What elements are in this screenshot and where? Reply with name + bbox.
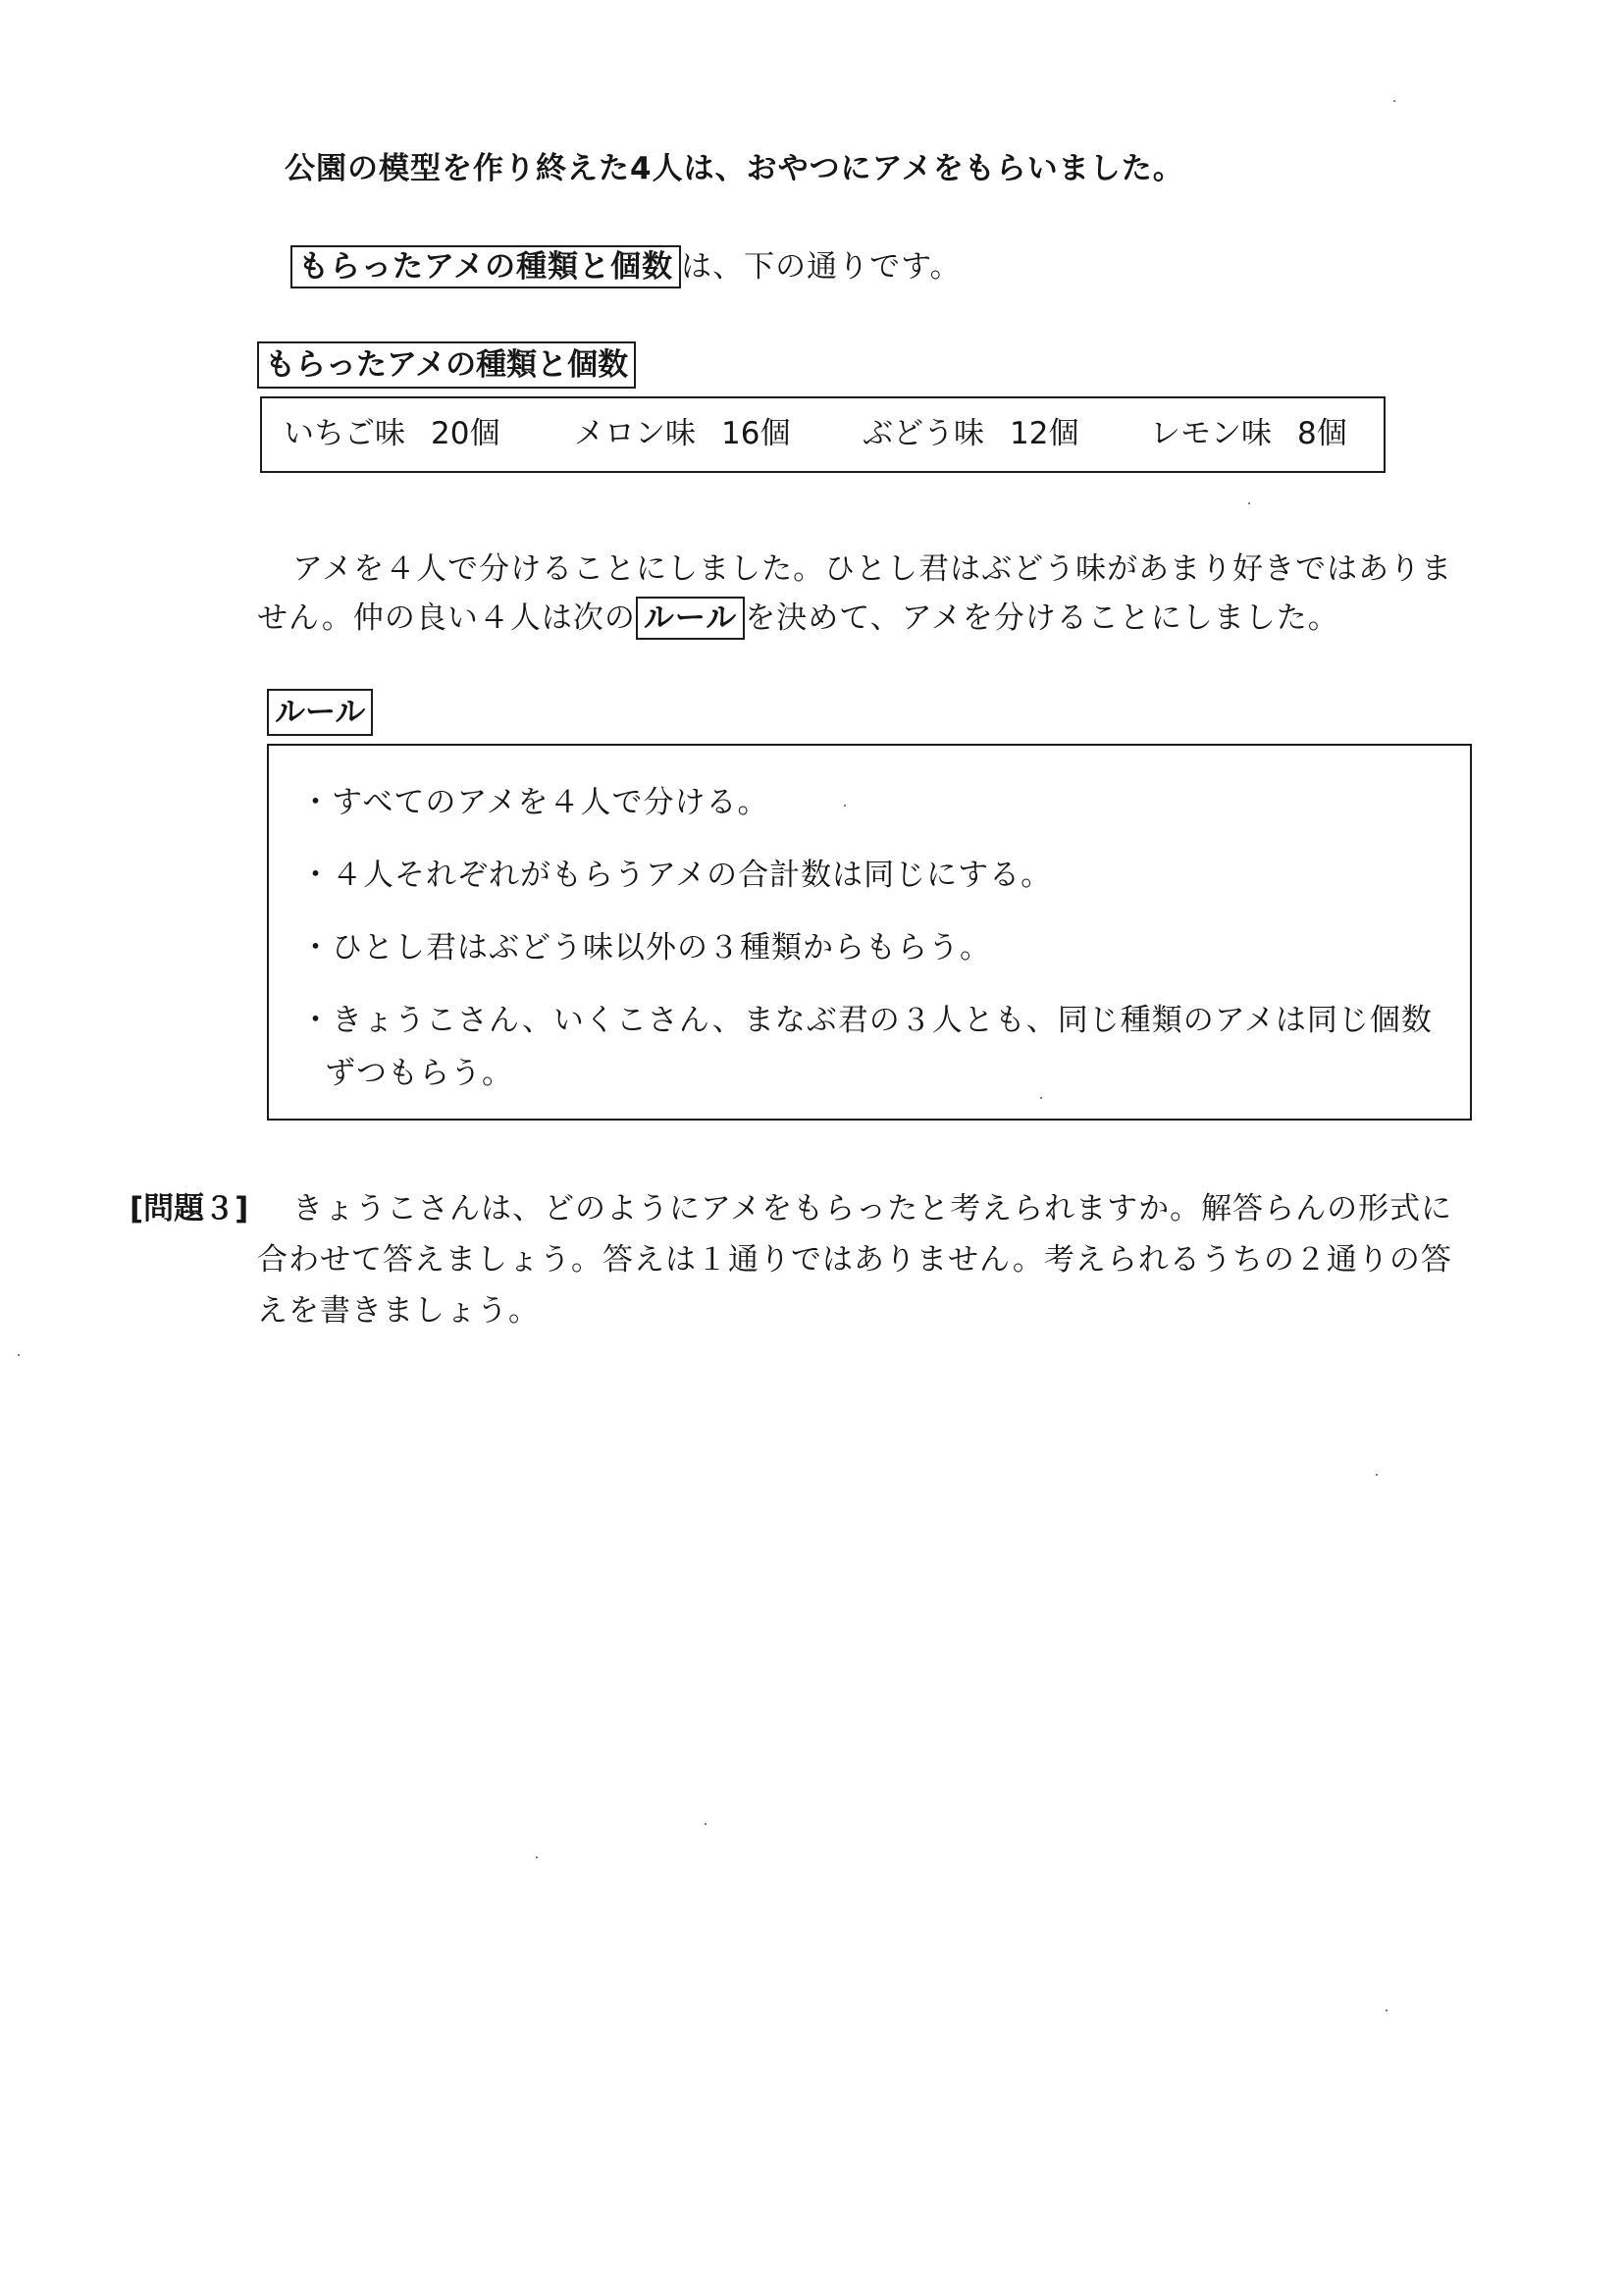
paragraph-line-2: せん。仲の良い４人は次の ルール を決めて、アメを分けることにしました。 bbox=[257, 597, 1339, 640]
scan-speck bbox=[1040, 1097, 1042, 1099]
intro-line-1: 公園の模型を作り終えた4人は、おやつにアメをもらいました。 bbox=[285, 151, 1184, 186]
candy-item-lemon: レモン味 8個 bbox=[1150, 416, 1347, 451]
question-line-3: えを書きましょう。 bbox=[257, 1293, 540, 1329]
scan-speck bbox=[1248, 502, 1250, 504]
rule-item-2: ・４人それぞれがもらうアメの合計数は同じにする。 bbox=[300, 858, 1053, 893]
candy-item-strawberry: いちご味 20個 bbox=[284, 416, 500, 451]
rule-item-4-continued: ずつもらう。 bbox=[325, 1056, 513, 1091]
scan-speck bbox=[1386, 2009, 1387, 2011]
question-label: [問題３] bbox=[130, 1191, 249, 1226]
question-line-1: きょうこさんは、どのようにアメをもらったと考えられますか。解答らんの形式に bbox=[292, 1191, 1453, 1226]
scan-speck bbox=[18, 1354, 20, 1356]
scan-speck bbox=[1376, 1474, 1378, 1476]
candy-types-reference-box: もらったアメの種類と個数 bbox=[290, 245, 681, 288]
candy-section-label: もらったアメの種類と個数 bbox=[257, 341, 636, 389]
candy-item-melon: メロン味 16個 bbox=[574, 416, 791, 451]
rules-box bbox=[267, 744, 1472, 1121]
rules-label: ルール bbox=[267, 689, 373, 736]
intro-line-2 bbox=[290, 245, 962, 288]
paragraph-line-1: アメを４人で分けることにしました。ひとし君はぶどう味があまり好きではありま bbox=[292, 551, 1453, 587]
question-line-2: 合わせて答えましょう。答えは１通りではありません。考えられるうちの２通りの答 bbox=[257, 1242, 1452, 1278]
candy-list-box bbox=[260, 396, 1386, 473]
rule-reference-box: ルール bbox=[636, 597, 745, 640]
rule-item-3: ・ひとし君はぶどう味以外の３種類からもらう。 bbox=[300, 930, 991, 965]
intro-line-2-rest: は、下の通りです。 bbox=[681, 249, 962, 285]
scan-speck bbox=[1393, 100, 1395, 102]
rule-item-1: ・すべてのアメを４人で分ける。 bbox=[300, 785, 769, 820]
scan-speck bbox=[536, 1856, 538, 1858]
rule-item-4: ・きょうこさん、いくこさん、まなぶ君の３人とも、同じ種類のアメは同じ個数 bbox=[300, 1003, 1433, 1038]
candy-item-grape: ぶどう味 12個 bbox=[863, 416, 1079, 451]
scan-speck bbox=[844, 805, 846, 807]
scan-speck bbox=[705, 1823, 707, 1825]
